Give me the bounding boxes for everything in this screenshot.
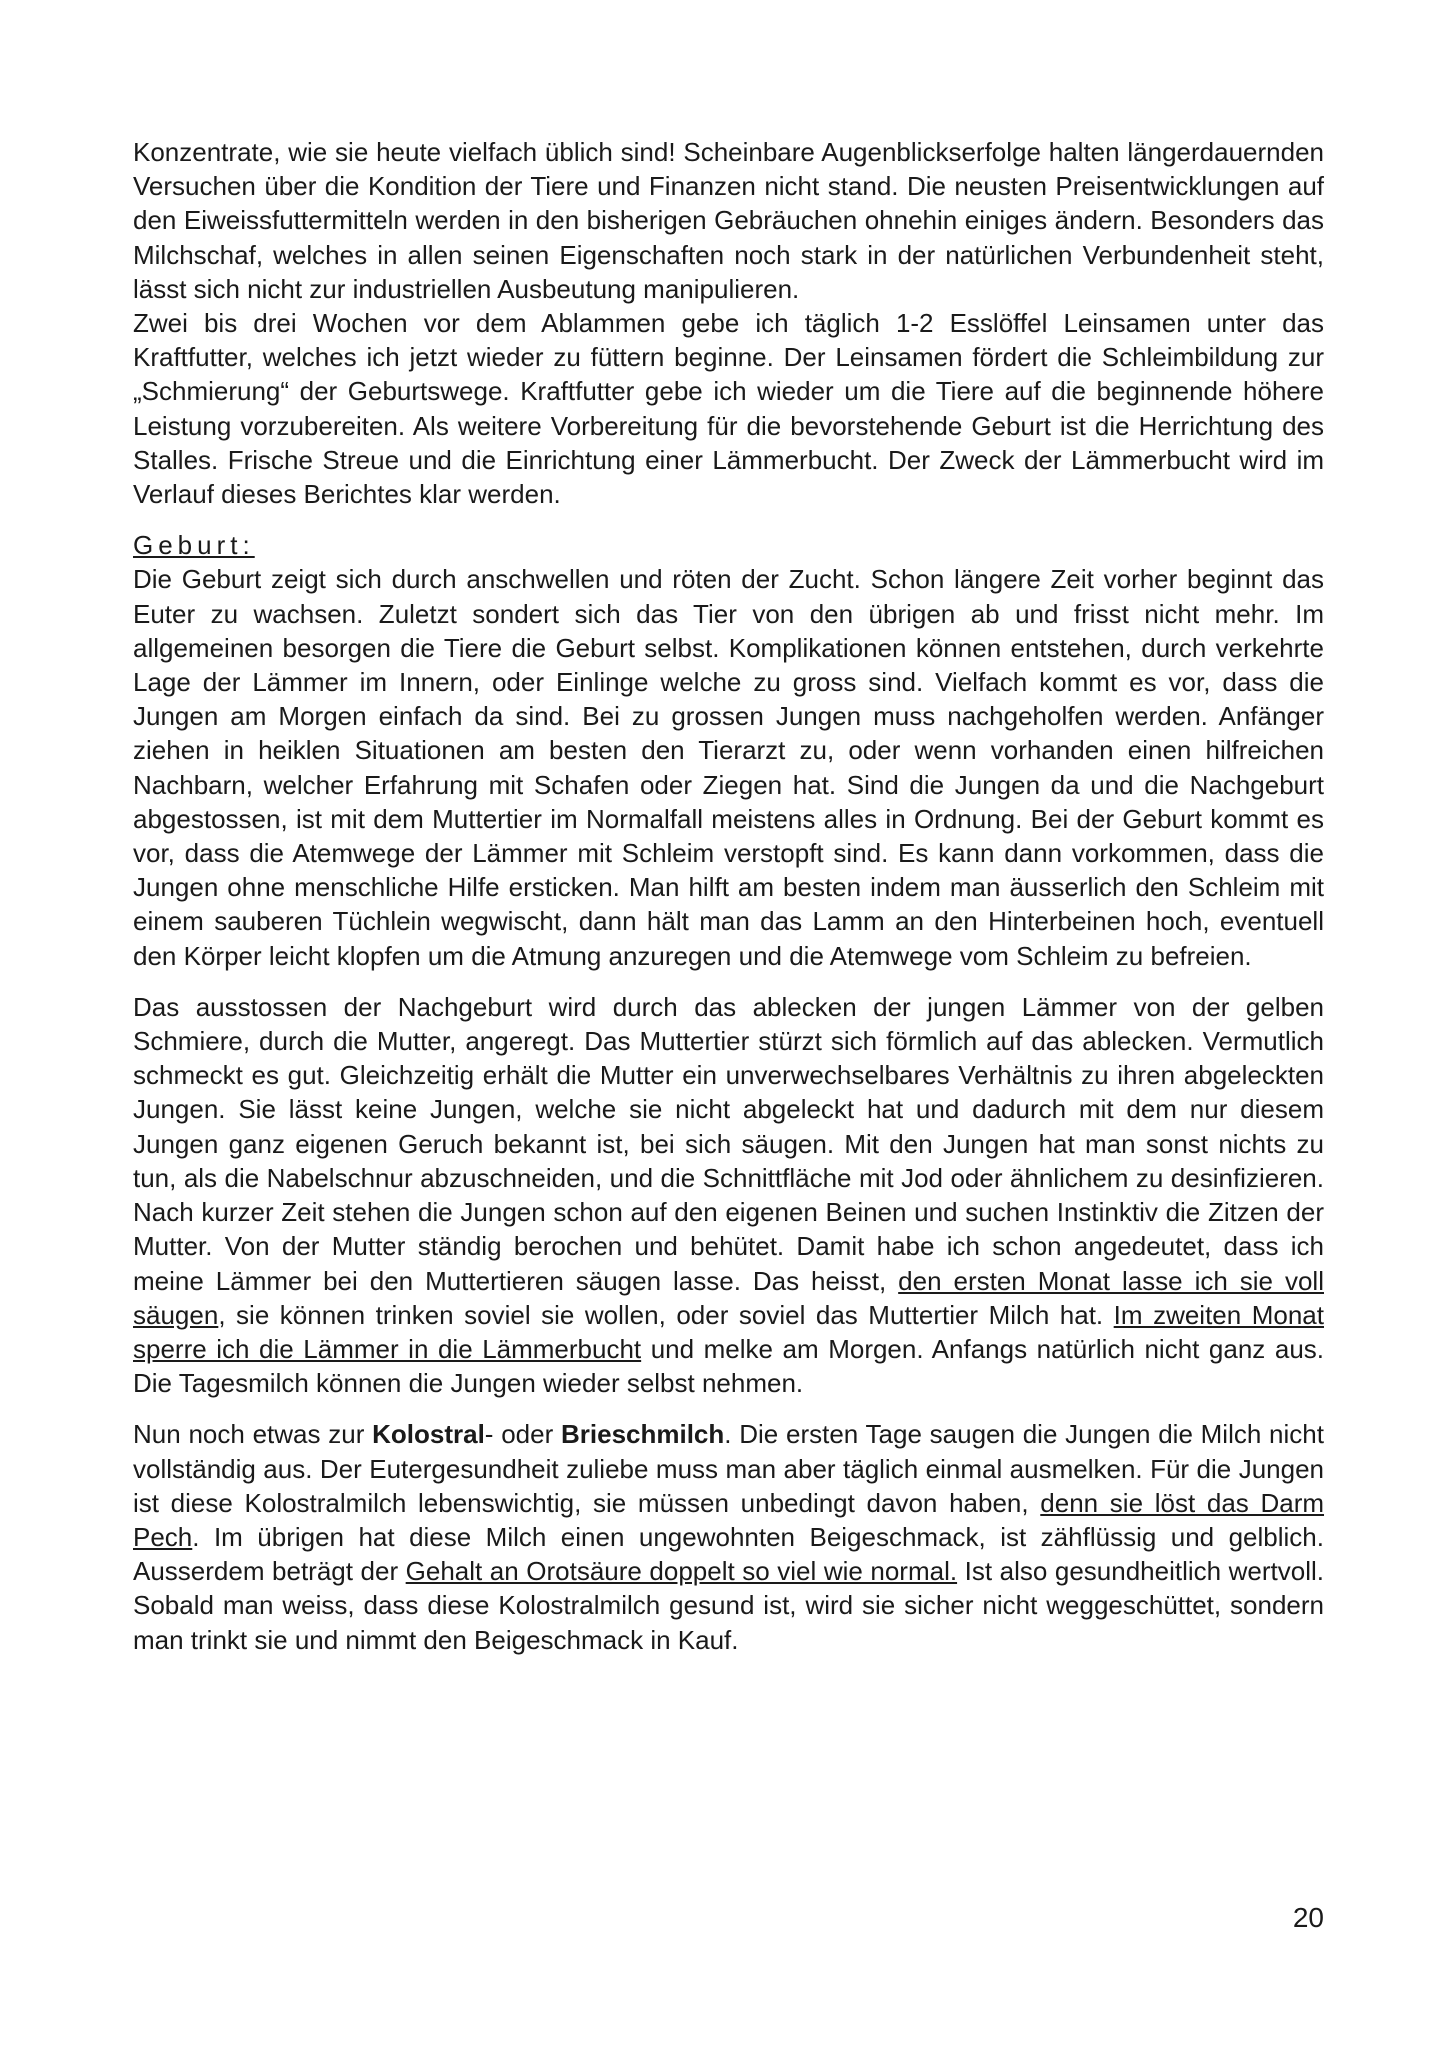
section-heading-label: Geburt:	[133, 530, 255, 561]
text-run: . Die ersten Tage saugen die Jungen die Milch nicht vollständig aus. Der Eutergesundheit zuliebe muss man aber täglich einmal ausmelken. Für die Jungen ist diese Kolostralmilch lebenswichtig, sie müssen unbedingt davon haben,	[133, 1419, 1324, 1518]
paragraph-birth: Die Geburt zeigt sich durch anschwellen und röten der Zucht. Schon längere Zeit vorher beginnt das Euter zu wachsen. Zuletzt sondert sich das Tier von den übrigen ab und frisst nicht mehr. Im allgemeinen besorgen die Tiere die Geburt selbst. Komplikationen können entstehen, durch verkehrte Lage der Lämmer im Innern, oder Einlinge welche zu gross sind. Vielfach kommt es vor, dass die Jungen am Morgen einfach da sind. Bei zu grossen Jungen muss nachgeholfen werden. Anfänger ziehen in heiklen Situationen am besten den Tierarzt zu, oder wenn vorhanden einen hilfreichen Nachbarn, welcher Erfahrung mit Schafen oder Ziegen hat. Sind die Jungen da und die Nachgeburt abgestossen, ist mit dem Muttertier im Normalfall meistens alles in Ordnung. Bei der Geburt kommt es vor, dass die Atemwege der Lämmer mit Schleim verstopft sind. Es kann dann vorkommen, dass die Jungen ohne menschliche Hilfe ersticken. Man hilft am besten indem man äusserlich den Schleim mit einem sauberen Tüchlein wegwischt, dann hält man das Lamm an den Hinterbeinen hoch, eventuell den Körper leicht klopfen um die Atmung anzuregen und die Atemwege vom Schleim zu befreien.	[133, 564, 1324, 971]
bold-term: Kolostral	[372, 1419, 485, 1450]
text-run: , sie können trinken soviel sie wollen, oder soviel das Muttertier Milch hat.	[218, 1299, 1114, 1330]
paragraph-colostrum	[133, 1417, 1324, 1656]
text-run: Nun noch etwas zur	[133, 1419, 373, 1450]
underlined-phrase: Gehalt an Orotsäure doppelt so viel wie normal.	[405, 1556, 958, 1587]
underlined-phrase: Im zweiten Monat sperre ich die Lämmer in die Lämmerbucht	[133, 1299, 1324, 1364]
section-heading-birth	[133, 528, 1324, 562]
paragraph-concentrates: Konzentrate, wie sie heute vielfach üblich sind! Scheinbare Augenblickserfolge halten längerdauernden Versuchen über die Kondition der Tiere und Finanzen nicht stand. Die neusten Preisentwicklungen auf den Eiweissfuttermitteln werden in den bisherigen Gebräuchen ohnehin einiges ändern. Besonders das Milchschaf, welches in allen seinen Eigenschaften noch stark in der natürlichen Verbundenheit steht, lässt sich nicht zur industriellen Ausbeutung manipulieren.	[133, 137, 1324, 304]
paragraph-afterbirth	[133, 990, 1324, 1400]
text-run: . Im übrigen hat diese Milch einen ungewohnten Beigeschmack, ist zähflüssig und gelblich. Ausserdem beträgt der	[133, 1521, 1324, 1587]
bold-term: Brieschmilch	[560, 1419, 725, 1450]
text-run: Ist also gesundheitlich wertvoll. Sobald man weiss, dass diese Kolostralmilch gesund ist, wird sie sicher nicht weggeschüttet, sondern man trinkt sie und nimmt den Beigeschmack in Kauf.	[133, 1556, 1324, 1655]
text-run: und melke am Morgen. Anfangs natürlich nicht ganz aus. Die Tagesmilch können die Jungen wieder selbst nehmen.	[133, 1333, 1324, 1399]
paragraph-preparation: Zwei bis drei Wochen vor dem Ablammen gebe ich täglich 1-2 Esslöffel Leinsamen unter das Kraftfutter, welches ich jetzt wieder zu füttern beginne. Der Leinsamen fördert die Schleimbildung zur „Schmierung“ der Geburtswege. Kraftfutter gebe ich wieder um die Tiere auf die beginnende höhere Leistung vorzubereiten. Als weitere Vorbereitung für die bevorstehende Geburt ist die Herrichtung des Stalles. Frische Streue und die Einrichtung einer Lämmerbucht. Der Zweck der Lämmerbucht wird im Verlauf dieses Berichtes klar werden.	[133, 308, 1324, 510]
underlined-phrase: denn sie löst das Darm Pech	[133, 1487, 1325, 1552]
document-page	[133, 135, 1324, 1657]
text-run: Das ausstossen der Nachgeburt wird durch das ablecken der jungen Lämmer von der gelben Schmiere, durch die Mutter, angeregt. Das Muttertier stürzt sich förmlich auf das ablecken. Vermutlich schmeckt es gut. Gleichzeitig erhält die Mutter ein unverwechselbares Verhältnis zu ihren abgeleckten Jungen. Sie lässt keine Jungen, welche sie nicht abgeleckt hat und dadurch mit dem nur diesem Jungen ganz eigenen Geruch bekannt ist, bei sich säugen. Mit den Jungen hat man sonst nichts zu tun, als die Nabelschnur abzuschneiden, und die Schnittfläche mit Jod oder ähnlichem zu desinfizieren. Nach kurzer Zeit stehen die Jungen schon auf den eigenen Beinen und suchen Instinktiv die Zitzen der Mutter. Von der Mutter ständig berochen und behütet. Damit habe ich schon angedeutet, dass ich meine Lämmer bei den Muttertieren säugen lasse. Das heisst,	[133, 991, 1324, 1296]
page-number: 20	[1292, 1902, 1324, 1933]
underlined-phrase: den ersten Monat lasse ich sie voll säugen	[133, 1265, 1324, 1330]
text-run: - oder	[484, 1419, 561, 1450]
